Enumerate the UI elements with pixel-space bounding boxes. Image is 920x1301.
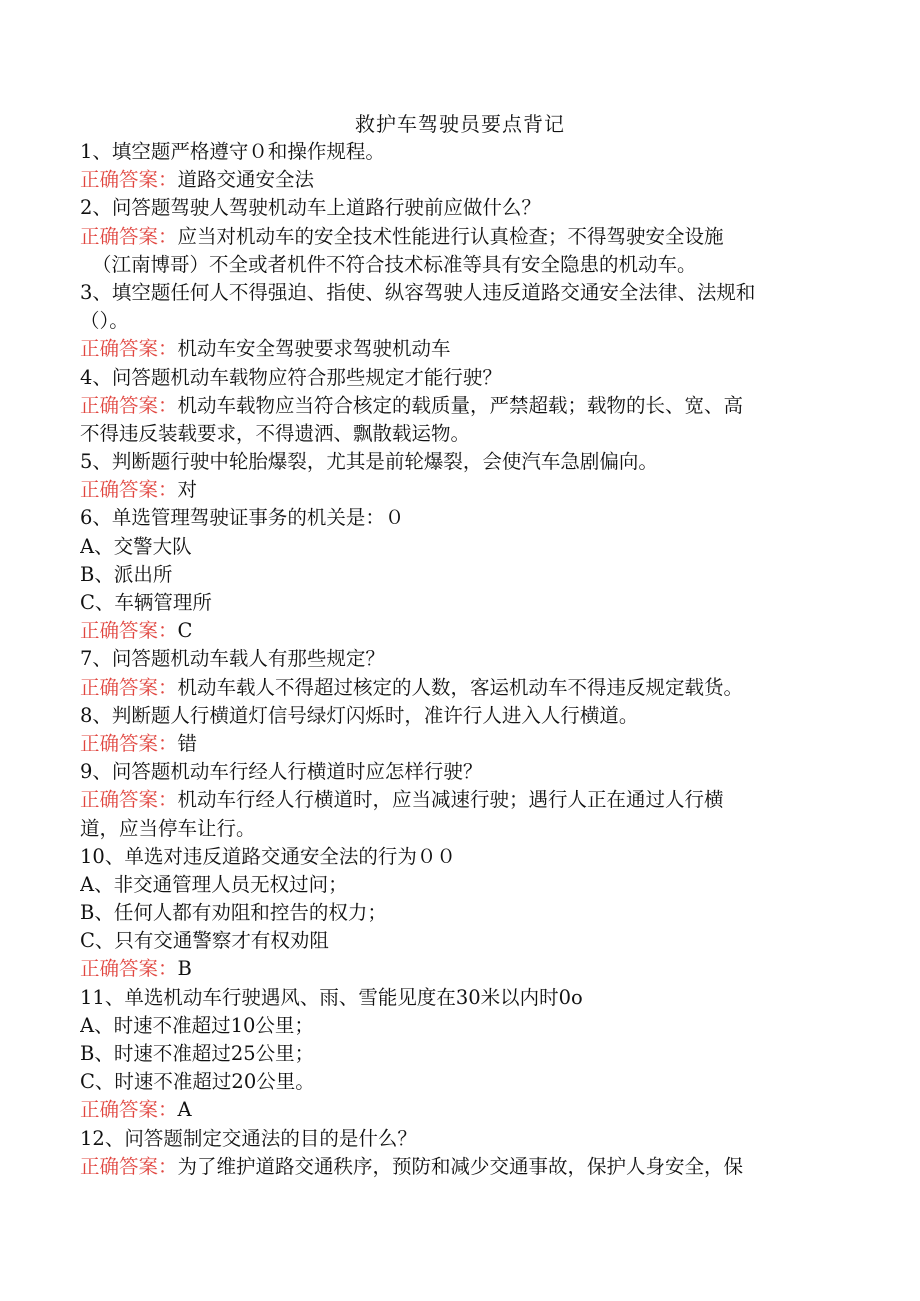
- question-line: 8、判断题人行横道灯信号绿灯闪烁时，准许行人进入人行横道。: [80, 703, 639, 727]
- answer-label: 正确答案：: [80, 619, 178, 643]
- answer-line: [80, 786, 822, 814]
- answer-text: 机动车载物应当符合核定的载质量，严禁超载；载物的长、宽、高: [177, 393, 744, 417]
- question-line: 6、单选管理驾驶证事务的机关是：０: [80, 506, 405, 530]
- answer-line: [80, 1096, 822, 1124]
- answer-line: [80, 166, 822, 194]
- answer-line: [80, 674, 822, 702]
- question-line: 9、问答题机动车行经人行横道时应怎样行驶？: [80, 760, 483, 784]
- question-line: 12、问答题制定交通法的目的是什么？: [80, 1126, 417, 1150]
- answer-line: [80, 223, 822, 251]
- question-line: B、任何人都有劝阻和控告的权力；: [80, 901, 387, 925]
- answer-line: [80, 335, 822, 363]
- answer-text: A: [177, 1098, 192, 1122]
- answer-text: 应当对机动车的安全技术性能进行认真检查；不得驾驶安全设施: [177, 224, 724, 248]
- page-title: 救护车驾驶员要点背记: [355, 112, 565, 136]
- continuation-line: 不得违反装载要求，不得遗洒、飘散载运物。: [80, 421, 471, 445]
- question-line: B、时速不准超过25公里；: [80, 1042, 315, 1065]
- continuation-line: 道，应当停车让行。: [80, 816, 256, 840]
- question-line: A、时速不准超过10公里；: [80, 1013, 314, 1037]
- question-line: A、交警大队: [80, 534, 192, 558]
- continuation-line: （）。: [80, 309, 129, 333]
- answer-label: 正确答案：: [80, 224, 178, 248]
- answer-label: 正确答案：: [80, 731, 178, 755]
- answer-text: B: [177, 957, 192, 981]
- answer-label: 正确答案：: [80, 337, 178, 361]
- answer-label: 正确答案：: [80, 168, 178, 192]
- question-line: B、派出所: [80, 562, 173, 586]
- answer-text: 为了维护道路交通秩序，预防和减少交通事故，保护人身安全，保: [177, 1154, 744, 1178]
- answer-line: [80, 392, 822, 420]
- answer-label: 正确答案：: [80, 675, 178, 699]
- answer-label: 正确答案：: [80, 478, 178, 502]
- answer-line: [80, 730, 822, 758]
- answer-line: [80, 476, 822, 504]
- answer-text: 机动车安全驾驶要求驾驶机动车: [177, 337, 451, 361]
- answer-label: 正确答案：: [80, 1098, 178, 1122]
- answer-text: 错: [177, 731, 198, 755]
- answer-text: 机动车载人不得超过核定的人数，客运机动车不得违反规定载货。: [177, 675, 744, 699]
- answer-text: 机动车行经人行横道时，应当减速行驶；遇行人正在通过人行横: [177, 788, 724, 812]
- answer-label: 正确答案：: [80, 393, 178, 417]
- answer-label: 正确答案：: [80, 957, 178, 981]
- question-line: 5、判断题行驶中轮胎爆裂，尤其是前轮爆裂，会使汽车急剧偏向。: [80, 450, 658, 474]
- answer-label: 正确答案：: [80, 1154, 178, 1178]
- answer-line: [80, 617, 822, 645]
- answer-line: [80, 1153, 822, 1181]
- question-line: 3、填空题任何人不得强迫、指使、纵容驾驶人违反道路交通安全法律、法规和: [80, 280, 756, 304]
- answer-text: 对: [177, 478, 198, 502]
- question-line: 10、单选对违反道路交通安全法的行为００: [80, 844, 456, 868]
- question-line: 11、单选机动车行驶遇风、雨、雪能见度在30米以内时0o: [80, 985, 583, 1009]
- question-line: C、时速不准超过20公里。: [80, 1070, 315, 1094]
- question-line: A、非交通管理人员无权过问；: [80, 872, 348, 896]
- question-line: 7、问答题机动车载人有那些规定？: [80, 647, 385, 671]
- answer-line: [80, 955, 822, 983]
- answer-label: 正确答案：: [80, 788, 178, 812]
- question-line: 2、问答题驾驶人驾驶机动车上道路行驶前应做什么？: [80, 196, 541, 220]
- document-body: [80, 138, 822, 1181]
- question-line: 4、问答题机动车载物应符合那些规定才能行驶？: [80, 365, 502, 389]
- continuation-line: （江南博哥）不全或者机件不符合技术标准等具有安全隐患的机动车。: [92, 252, 697, 276]
- question-line: 1、填空题严格遵守０和操作规程。: [80, 140, 385, 163]
- answer-text: C: [177, 619, 193, 643]
- answer-text: 道路交通安全法: [177, 168, 315, 192]
- question-line: C、车辆管理所: [80, 591, 212, 614]
- question-line: C、只有交通警察才有权劝阻: [80, 929, 329, 953]
